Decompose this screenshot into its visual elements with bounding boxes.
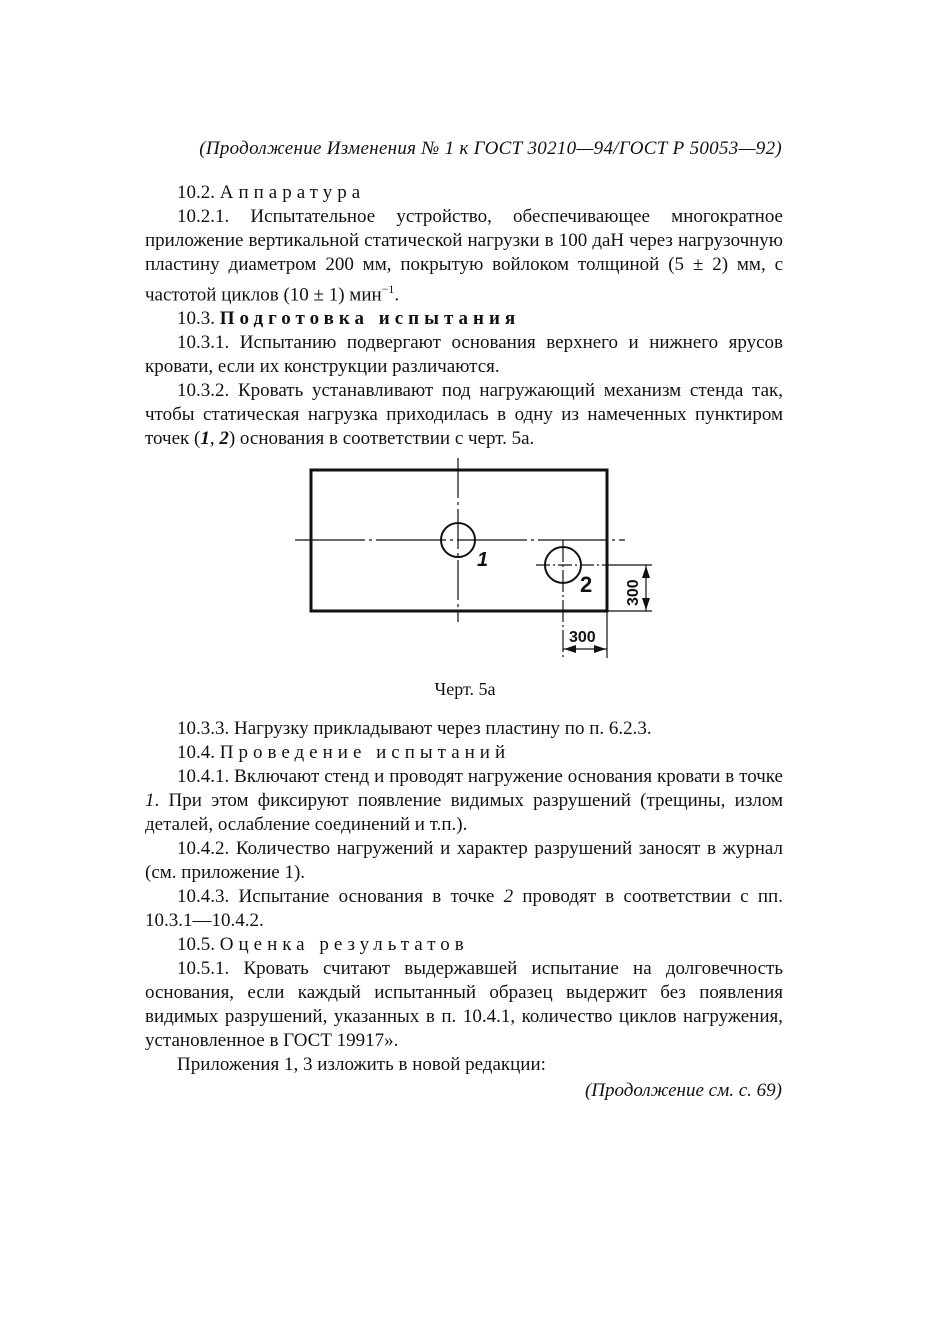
paragraph-annex: Приложения 1, 3 изложить в новой редакции: xyxy=(177,1054,546,1075)
arrow-up xyxy=(642,566,650,578)
paragraph-text: 10.2.1. Испытательное устройство, обеспечивающее многократное приложение вертикальной статической нагрузки в 100 даН через нагрузочную пластину диаметром 200 мм, покрытую войлоком толщиной (5 ± 2) мм, с частотой циклов (10 ± 1) мин xyxy=(145,206,783,306)
paragraph-10-4-2: 10.4.2. Количество нагружений и характер разрушений заносят в журнал (см. приложение 1). xyxy=(145,838,783,883)
section-heading-10-4 xyxy=(145,741,783,765)
point-ref: 2 xyxy=(503,886,514,907)
paragraph-10-4-3 xyxy=(145,885,783,933)
arrow-left xyxy=(564,645,576,653)
figure-caption: Черт. 5а xyxy=(434,679,496,699)
paragraph-text-end: проводят в соответствии с пп. 10.3.1—10.4.2. xyxy=(145,886,783,931)
superscript: −1 xyxy=(381,282,395,296)
paragraph-10-4-1 xyxy=(145,765,783,837)
section-title: Оценка результатов xyxy=(219,934,469,955)
text-block-lower xyxy=(145,717,783,1077)
section-number: 10.2. xyxy=(177,182,220,203)
separator: , xyxy=(209,428,220,450)
section-number: 10.5. xyxy=(177,934,220,955)
paragraph-text: 10.4.1. Включают стенд и проводят нагружение основания кровати в точке xyxy=(177,766,783,787)
section-heading-10-5 xyxy=(145,933,783,957)
paragraph-text-end: . При этом фиксируют появление видимых разрушений (трещины, излом деталей, ослабление соединений и т.п.). xyxy=(145,790,783,835)
paragraph-text-end: ) основания в соответствии с черт. 5а. xyxy=(228,428,535,450)
point-ref: 1 xyxy=(145,790,155,811)
paragraph-10-5-1: 10.5.1. Кровать считают выдержавшей испытание на долговечность основания, если каждый испытанный образец выдержит без появления видимых разрушений, указанных в п. 10.4.1, количество циклов нагружения, установленное в ГОСТ 19917». xyxy=(145,958,783,1051)
paragraph-text: 10.4.3. Испытание основания в точке xyxy=(177,886,504,907)
section-number: 10.4. xyxy=(177,742,220,763)
dimension-label-horizontal: 300 xyxy=(569,629,596,646)
section-title: Проведение испытаний xyxy=(219,742,511,763)
point-label-2: 2 xyxy=(580,572,593,597)
arrow-right xyxy=(594,645,606,653)
paragraph-10-3-1: 10.3.1. Испытанию подвергают основания верхнего и нижнего ярусов кровати, если их конструкции различаются. xyxy=(145,332,783,378)
paragraph-text: 10.3.2. Кровать устанавливают под нагружающий механизм стенда так, чтобы статическая нагрузка приходилась в одну из намеченных пунктиром точек ( xyxy=(145,380,783,450)
section-title: Аппаратура xyxy=(219,182,366,203)
point-ref-1: 1 xyxy=(200,428,210,450)
page-footer: (Продолжение см. с. 69) xyxy=(584,1080,782,1101)
dimension-label-vertical: 300 xyxy=(625,579,642,606)
arrow-down xyxy=(642,598,650,610)
paragraph-10-3-3: 10.3.3. Нагрузку прикладывают через пластину по п. 6.2.3. xyxy=(177,718,652,739)
page-header: (Продолжение Изменения № 1 к ГОСТ 30210—94/ГОСТ Р 50053—92) xyxy=(199,138,782,159)
section-number: 10.3. xyxy=(177,308,220,330)
point-label-1: 1 xyxy=(477,549,489,571)
paragraph-text-end: . xyxy=(394,284,400,306)
section-title: Подготовка испытания xyxy=(219,308,521,330)
point-ref-2: 2 xyxy=(219,428,229,450)
